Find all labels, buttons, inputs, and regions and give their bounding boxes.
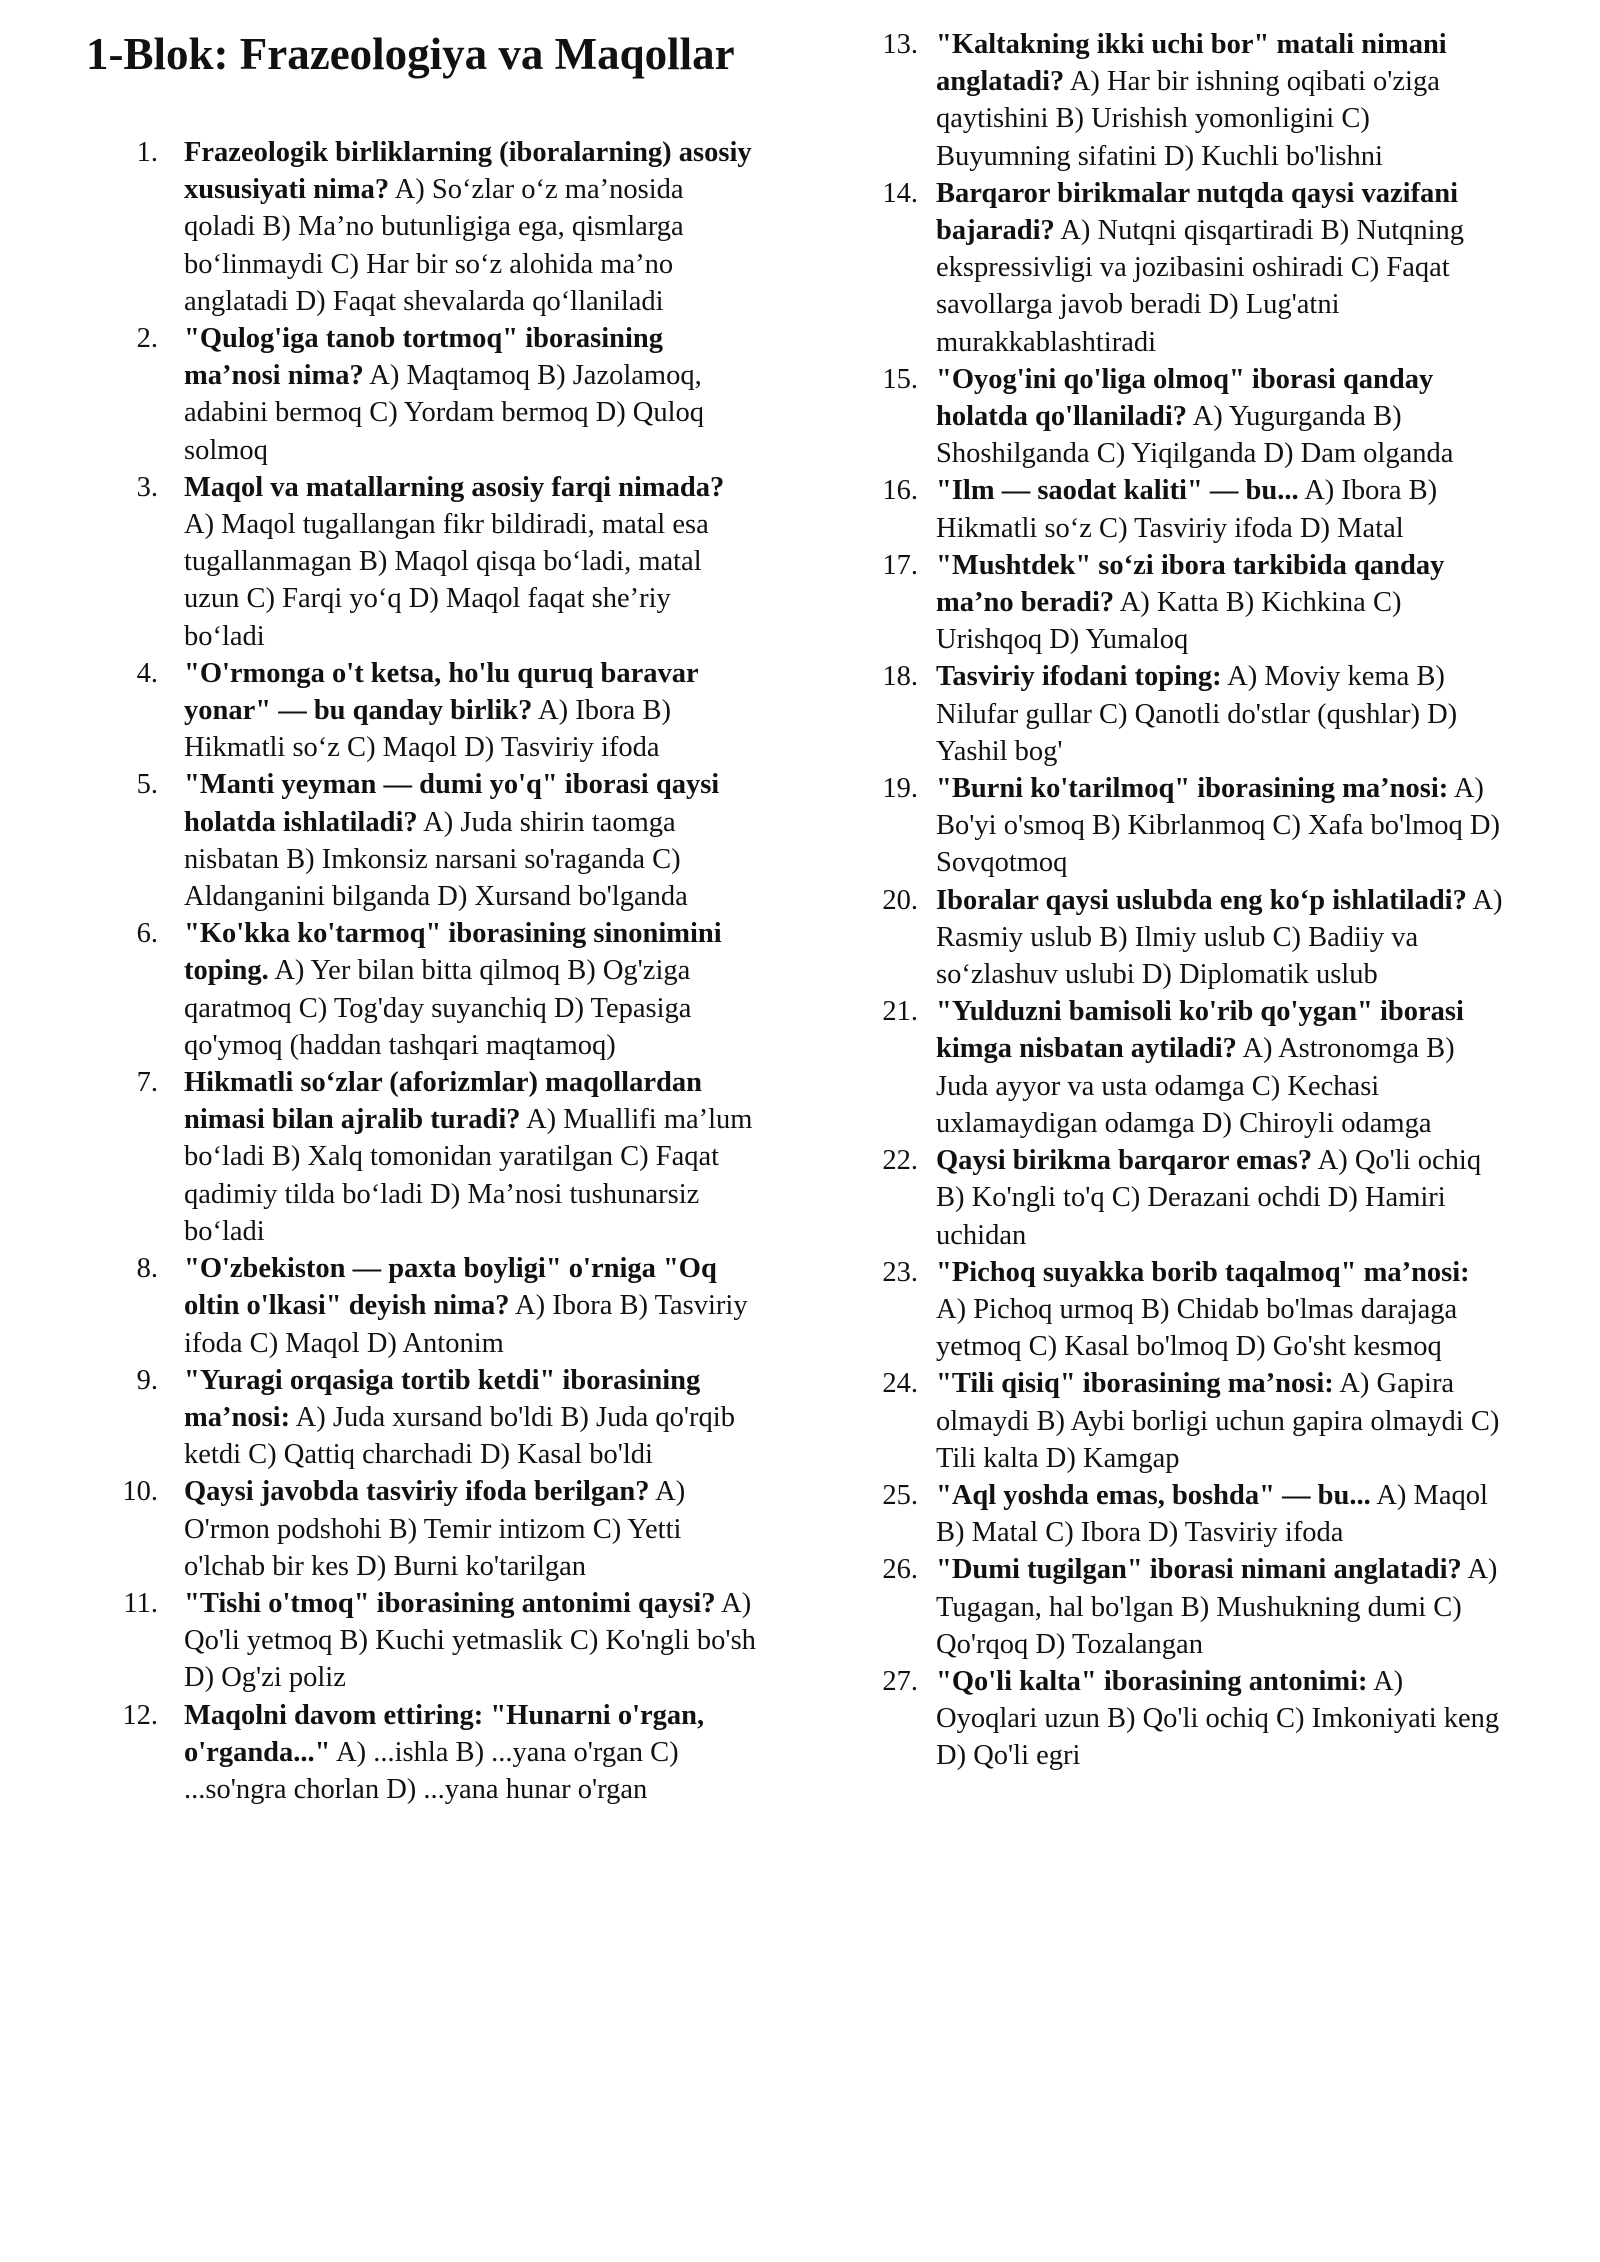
question-options: A) Tugagan, hal bo'lgan B) Mushukning dumi C) Qo'rqoq D) Tozalangan xyxy=(936,1554,1498,1660)
question-item xyxy=(86,1585,758,1697)
question-item xyxy=(884,26,1504,175)
question-number: 7. xyxy=(136,1067,158,1099)
question-number: 22. xyxy=(882,1145,918,1177)
question-item xyxy=(884,547,1504,659)
question-item xyxy=(884,1551,1504,1663)
question-options: A) Maqol tugallangan fikr bildiradi, matal esa tugallanmagan B) Maqol qisqa bo‘ladi, matal uzun C) Farqi yo‘q D) Maqol faqat she’riy bo‘ladi xyxy=(184,509,709,652)
question-number: 17. xyxy=(882,549,918,581)
question-options: A) Juda xursand bo'ldi B) Juda qo'rqib ketdi C) Qattiq charchadi D) Kasal bo'ldi xyxy=(184,1401,735,1471)
question-options: A) Ibora B) Hikmatli so‘z C) Tasviriy ifoda D) Matal xyxy=(936,475,1438,544)
question-item xyxy=(86,1697,758,1809)
question-options: A) Ibora B) Tasviriy ifoda C) Maqol D) Antonim xyxy=(184,1290,748,1359)
question-item xyxy=(884,1663,1504,1775)
question-options: A) Astronomga B) Juda ayyor va usta odamga C) Kechasi uxlamaydigan odamga D) Chiroyli odamga xyxy=(936,1033,1455,1139)
question-text: "Ilm — saodat kaliti" — bu... xyxy=(936,475,1299,507)
question-item xyxy=(884,175,1504,361)
question-item xyxy=(86,1250,758,1362)
question-text: "Ko'kka ko'tarmoq" iborasining sinonimini toping. xyxy=(184,918,722,987)
question-text: "Qulog'iga tanob tortmoq" iborasining ma’nosi nima? xyxy=(184,323,664,392)
question-number: 19. xyxy=(882,773,918,805)
question-item xyxy=(884,993,1504,1142)
question-text: Iboralar qaysi uslubda eng ko‘p ishlatiladi? xyxy=(936,884,1467,916)
question-item xyxy=(86,766,758,915)
question-number: 3. xyxy=(136,471,158,503)
question-number: 27. xyxy=(882,1665,918,1697)
question-text: "Dumi tugilgan" iborasi nimani anglatadi? xyxy=(936,1554,1462,1586)
question-options: A) Maqtamoq B) Jazolamoq, adabini bermoq C) Yordam bermoq D) Quloq solmoq xyxy=(184,360,705,466)
question-text: "Tishi o'tmoq" iborasining antonimi qaysi? xyxy=(184,1587,716,1619)
question-item xyxy=(86,320,758,469)
question-item xyxy=(884,1254,1504,1366)
question-options: A) Maqol B) Matal C) Ibora D) Tasviriy ifoda xyxy=(936,1479,1488,1549)
question-text: Qaysi birikma barqaror emas? xyxy=(936,1145,1313,1177)
question-text: "Kaltakning ikki uchi bor" matali nimani anglatadi? xyxy=(936,29,1447,98)
question-text: "Yulduzni bamisoli ko'rib qo'ygan" iborasi kimga nisbatan aytiladi? xyxy=(936,996,1464,1065)
question-item xyxy=(86,1064,758,1250)
question-text: Tasviriy ifodani toping: xyxy=(936,661,1222,693)
question-text: "Yuragi orqasiga tortib ketdi" iborasining ma’nosi: xyxy=(184,1364,701,1433)
question-number: 5. xyxy=(136,769,158,801)
question-text: "O'zbekiston — paxta boyligi" o'rniga "Oq oltin o'lkasi" deyish nima? xyxy=(184,1253,717,1322)
question-item xyxy=(884,472,1504,546)
question-number: 9. xyxy=(136,1364,158,1396)
question-text: Maqol va matallarning asosiy farqi nimada? xyxy=(184,471,725,503)
question-options: A) Katta B) Kichkina C) Urishqoq D) Yumaloq xyxy=(936,587,1402,656)
question-text: "Aql yoshda emas, boshda" — bu... xyxy=(936,1479,1371,1511)
question-number: 2. xyxy=(136,323,158,355)
question-options: A) Juda shirin taomga nisbatan B) Imkonsiz narsani so'raganda C) Aldanganini bilganda D) Xursand bo'lganda xyxy=(184,806,688,913)
question-item xyxy=(86,134,758,320)
question-number: 10. xyxy=(122,1476,158,1508)
question-text: "Pichoq suyakka borib taqalmoq" ma’nosi: xyxy=(936,1256,1470,1288)
question-options: A) Oyoqlari uzun B) Qo'li ochiq C) Imkoniyati keng D) Qo'li egri xyxy=(936,1665,1500,1772)
question-item xyxy=(86,1473,758,1585)
question-text: "Burni ko'tarilmoq" iborasining ma’nosi: xyxy=(936,773,1449,805)
question-list-right xyxy=(884,26,1504,1775)
question-options: A) Nutqni qisqartiradi B) Nutqning ekspressivligi va jozibasini oshiradi C) Faqat savollarga javob beradi D) Lug'atni murakkablashtiradi xyxy=(936,215,1465,358)
question-options: A) O'rmon podshohi B) Temir intizom C) Yetti o'lchab bir kes D) Burni ko'tarilgan xyxy=(184,1476,686,1582)
right-column xyxy=(884,26,1504,1775)
question-options: A) So‘zlar o‘z ma’nosida qoladi B) Ma’no butunligiga ega, qismlarga bo‘linmaydi C) Har bir so‘z alohida ma’no anglatadi D) Faqat shevalarda qo‘llaniladi xyxy=(184,174,684,317)
question-number: 12. xyxy=(122,1699,158,1731)
question-number: 18. xyxy=(882,661,918,693)
question-options: A) Ibora B) Hikmatli so‘z C) Maqol D) Tasviriy ifoda xyxy=(184,695,671,764)
question-text: Maqolni davom ettiring: "Hunarni o'rgan, o'rganda..." xyxy=(184,1699,705,1768)
question-options: A) Qo'li yetmoq B) Kuchi yetmaslik C) Ko'ngli bo'sh D) Og'zi poliz xyxy=(184,1587,756,1694)
question-item xyxy=(86,655,758,767)
question-number: 26. xyxy=(882,1554,918,1586)
question-item xyxy=(884,658,1504,770)
question-text: "Manti yeyman — dumi yo'q" iborasi qaysi holatda ishlatiladi? xyxy=(184,769,720,838)
question-number: 21. xyxy=(882,996,918,1028)
question-options: A) Yer bilan bitta qilmoq B) Og'ziga qaratmoq C) Tog'day suyanchiq D) Tepasiga qo'ymoq (haddan tashqari maqtamoq) xyxy=(184,955,692,1061)
block-title: 1-Blok: Frazeologiya va Maqollar xyxy=(86,29,735,79)
question-number: 15. xyxy=(882,363,918,395)
question-item xyxy=(884,361,1504,473)
question-text: Qaysi javobda tasviriy ifoda berilgan? xyxy=(184,1476,650,1508)
question-text: "Qo'li kalta" iborasining antonimi: xyxy=(936,1665,1368,1697)
question-options: A) Bo'yi o'smoq B) Kibrlanmoq C) Xafa bo'lmoq D) Sovqotmoq xyxy=(936,773,1500,879)
question-number: 20. xyxy=(882,884,918,916)
question-item xyxy=(884,882,1504,994)
question-options: A) Yugurganda B) Shoshilganda C) Yiqilganda D) Dam olganda xyxy=(936,401,1454,470)
question-text: "Oyog'ini qo'liga olmoq" iborasi qanday holatda qo'llaniladi? xyxy=(936,363,1434,433)
question-number: 6. xyxy=(136,918,158,950)
question-number: 16. xyxy=(882,475,918,507)
question-text: Barqaror birikmalar nutqda qaysi vazifani bajaradi? xyxy=(936,177,1459,247)
question-item xyxy=(884,770,1504,882)
question-item xyxy=(86,915,758,1064)
question-number: 24. xyxy=(882,1368,918,1400)
question-text: "Mushtdek" so‘zi ibora tarkibida qanday ma’no beradi? xyxy=(936,549,1445,619)
question-number: 11. xyxy=(123,1587,158,1619)
question-item xyxy=(884,1365,1504,1477)
left-column xyxy=(86,26,758,1808)
question-item xyxy=(86,1362,758,1474)
question-options: A) Moviy kema B) Nilufar gullar C) Qanotli do'stlar (qushlar) D) Yashil bog' xyxy=(936,661,1458,767)
question-number: 13. xyxy=(882,29,918,60)
question-options: A) Pichoq urmoq B) Chidab bo'lmas darajaga yetmoq C) Kasal bo'lmoq D) Go'sht kesmoq xyxy=(936,1293,1458,1363)
question-number: 25. xyxy=(882,1479,918,1511)
question-number: 23. xyxy=(882,1256,918,1288)
question-text: "O'rmonga o't ketsa, ho'lu quruq baravar yonar" — bu qanday birlik? xyxy=(184,657,699,727)
question-number: 4. xyxy=(136,657,158,689)
question-text: "Tili qisiq" iborasining ma’nosi: xyxy=(936,1368,1334,1400)
question-text: Frazeologik birliklarning (iboralarning) asosiy xususiyati nima? xyxy=(184,137,752,206)
question-options: A) Muallifi ma’lum bo‘ladi B) Xalq tomonidan yaratilgan C) Faqat qadimiy tilda bo‘ladi D) Ma’nosi tushunarsiz bo‘ladi xyxy=(184,1104,753,1247)
question-item xyxy=(884,1477,1504,1551)
question-options: A) Rasmiy uslub B) Ilmiy uslub C) Badiiy va so‘zlashuv uslubi D) Diplomatik uslub xyxy=(936,884,1503,991)
question-options: A) Qo'li ochiq B) Ko'ngli to'q C) Derazani ochdi D) Hamiri uchidan xyxy=(936,1145,1482,1251)
question-options: A) Gapira olmaydi B) Aybi borligi uchun gapira olmaydi C) Tili kalta D) Kamgap xyxy=(936,1368,1500,1474)
question-options: A) Har bir ishning oqibati o'ziga qaytishini B) Urishish yomonligini C) Buyumning sifatini D) Kuchli bo'lishni xyxy=(936,66,1440,172)
question-options: A) ...ishla B) ...yana o'rgan C) ...so'ngra chorlan D) ...yana hunar o'rgan xyxy=(184,1736,679,1805)
question-text: Hikmatli so‘zlar (aforizmlar) maqollardan nimasi bilan ajralib turadi? xyxy=(184,1067,702,1136)
question-list-left xyxy=(86,134,758,1808)
question-number: 14. xyxy=(882,177,918,209)
question-number: 8. xyxy=(136,1253,158,1285)
question-item xyxy=(884,1142,1504,1254)
question-number: 1. xyxy=(136,137,158,168)
question-item xyxy=(86,469,758,655)
